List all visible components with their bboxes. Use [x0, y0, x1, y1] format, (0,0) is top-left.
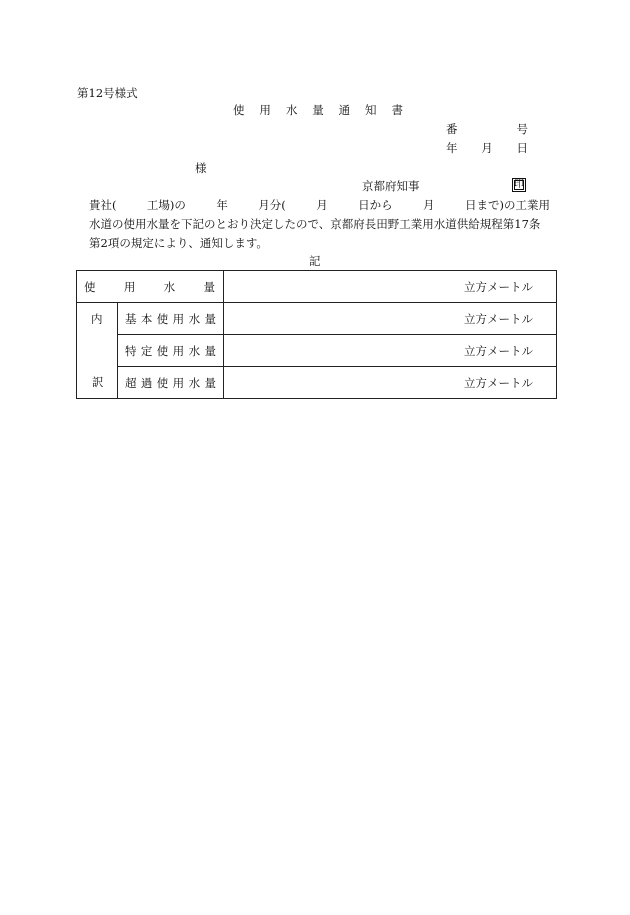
body-fragment: 貴社( — [89, 198, 117, 212]
title-char: 知 — [365, 103, 377, 117]
table-row — [77, 271, 557, 303]
body-line-2: 水道の使用水量を下記のとおり決定したので、京都府長田野工業用水道供給規程第17条 — [89, 217, 541, 231]
body-fragment: 月分( — [258, 198, 286, 212]
ki-heading: 記 — [309, 254, 321, 268]
unit-cell: 立方メートル — [224, 303, 557, 335]
body-fragment: 月 — [423, 198, 435, 212]
month-label: 月 — [481, 141, 493, 155]
sub-label-cell — [118, 335, 224, 367]
label-char: 量 — [204, 375, 216, 390]
breakdown-label-cell — [77, 303, 118, 399]
label-char: 量 — [204, 343, 216, 358]
body-fragment: 工場)の — [146, 198, 186, 212]
seal-label: 印 — [514, 179, 524, 190]
label-char: 過 — [140, 375, 153, 390]
label-char: 水 — [188, 311, 201, 326]
seal-mark — [512, 178, 526, 192]
label-char: 本 — [140, 311, 153, 326]
label-char: 使 — [156, 375, 169, 390]
body-fragment: 日から — [358, 198, 393, 212]
document-number-line — [446, 124, 528, 136]
label-char: 超 — [125, 375, 137, 390]
wake-label: 訳 — [92, 375, 104, 389]
label-char: 水 — [188, 343, 201, 358]
label-char: 使 — [84, 279, 96, 294]
body-fragment: 日まで)の工業用 — [464, 198, 550, 212]
label-char: 水 — [188, 375, 201, 390]
form-number: 第12号様式 — [77, 86, 138, 100]
sub-label-cell — [118, 303, 224, 335]
label-char: 特 — [125, 343, 137, 358]
body-fragment: 年 — [216, 198, 228, 212]
title-char: 書 — [391, 103, 403, 117]
body-line-1 — [89, 200, 550, 212]
usage-table — [76, 270, 557, 399]
document-title — [233, 105, 403, 117]
label-char: 水 — [163, 279, 176, 294]
label-char: 用 — [172, 311, 185, 326]
label-char: 基 — [125, 311, 137, 326]
title-char: 水 — [285, 103, 298, 117]
label-char: 用 — [172, 343, 185, 358]
label-char: 用 — [172, 375, 185, 390]
table-row — [77, 367, 557, 399]
uchi-label: 内 — [91, 312, 103, 326]
label-char: 使 — [156, 343, 169, 358]
unit-cell: 立方メートル — [224, 335, 557, 367]
label-char: 使 — [156, 311, 169, 326]
date-line — [446, 143, 528, 155]
title-char: 用 — [259, 103, 271, 117]
gou-label: 号 — [516, 122, 528, 136]
title-char: 量 — [312, 103, 324, 117]
year-label: 年 — [446, 141, 458, 155]
label-char: 量 — [203, 279, 215, 294]
sub-label-cell — [118, 367, 224, 399]
ban-label: 番 — [446, 122, 458, 136]
issuer-name: 京都府知事 — [362, 179, 420, 193]
table-row — [77, 303, 557, 335]
body-line-3: 第2項の規定により、通知します。 — [89, 236, 268, 250]
unit-cell: 立方メートル — [224, 367, 557, 399]
unit-cell: 立方メートル — [224, 271, 557, 303]
table-row — [77, 335, 557, 367]
label-char: 用 — [123, 279, 136, 294]
addressee-honorific: 様 — [195, 161, 207, 175]
main-label-cell — [77, 271, 224, 303]
body-fragment: 月 — [316, 198, 328, 212]
label-char: 定 — [140, 343, 153, 358]
label-char: 量 — [204, 311, 216, 326]
day-label: 日 — [516, 141, 528, 155]
title-char: 使 — [233, 103, 245, 117]
title-char: 通 — [338, 103, 351, 117]
